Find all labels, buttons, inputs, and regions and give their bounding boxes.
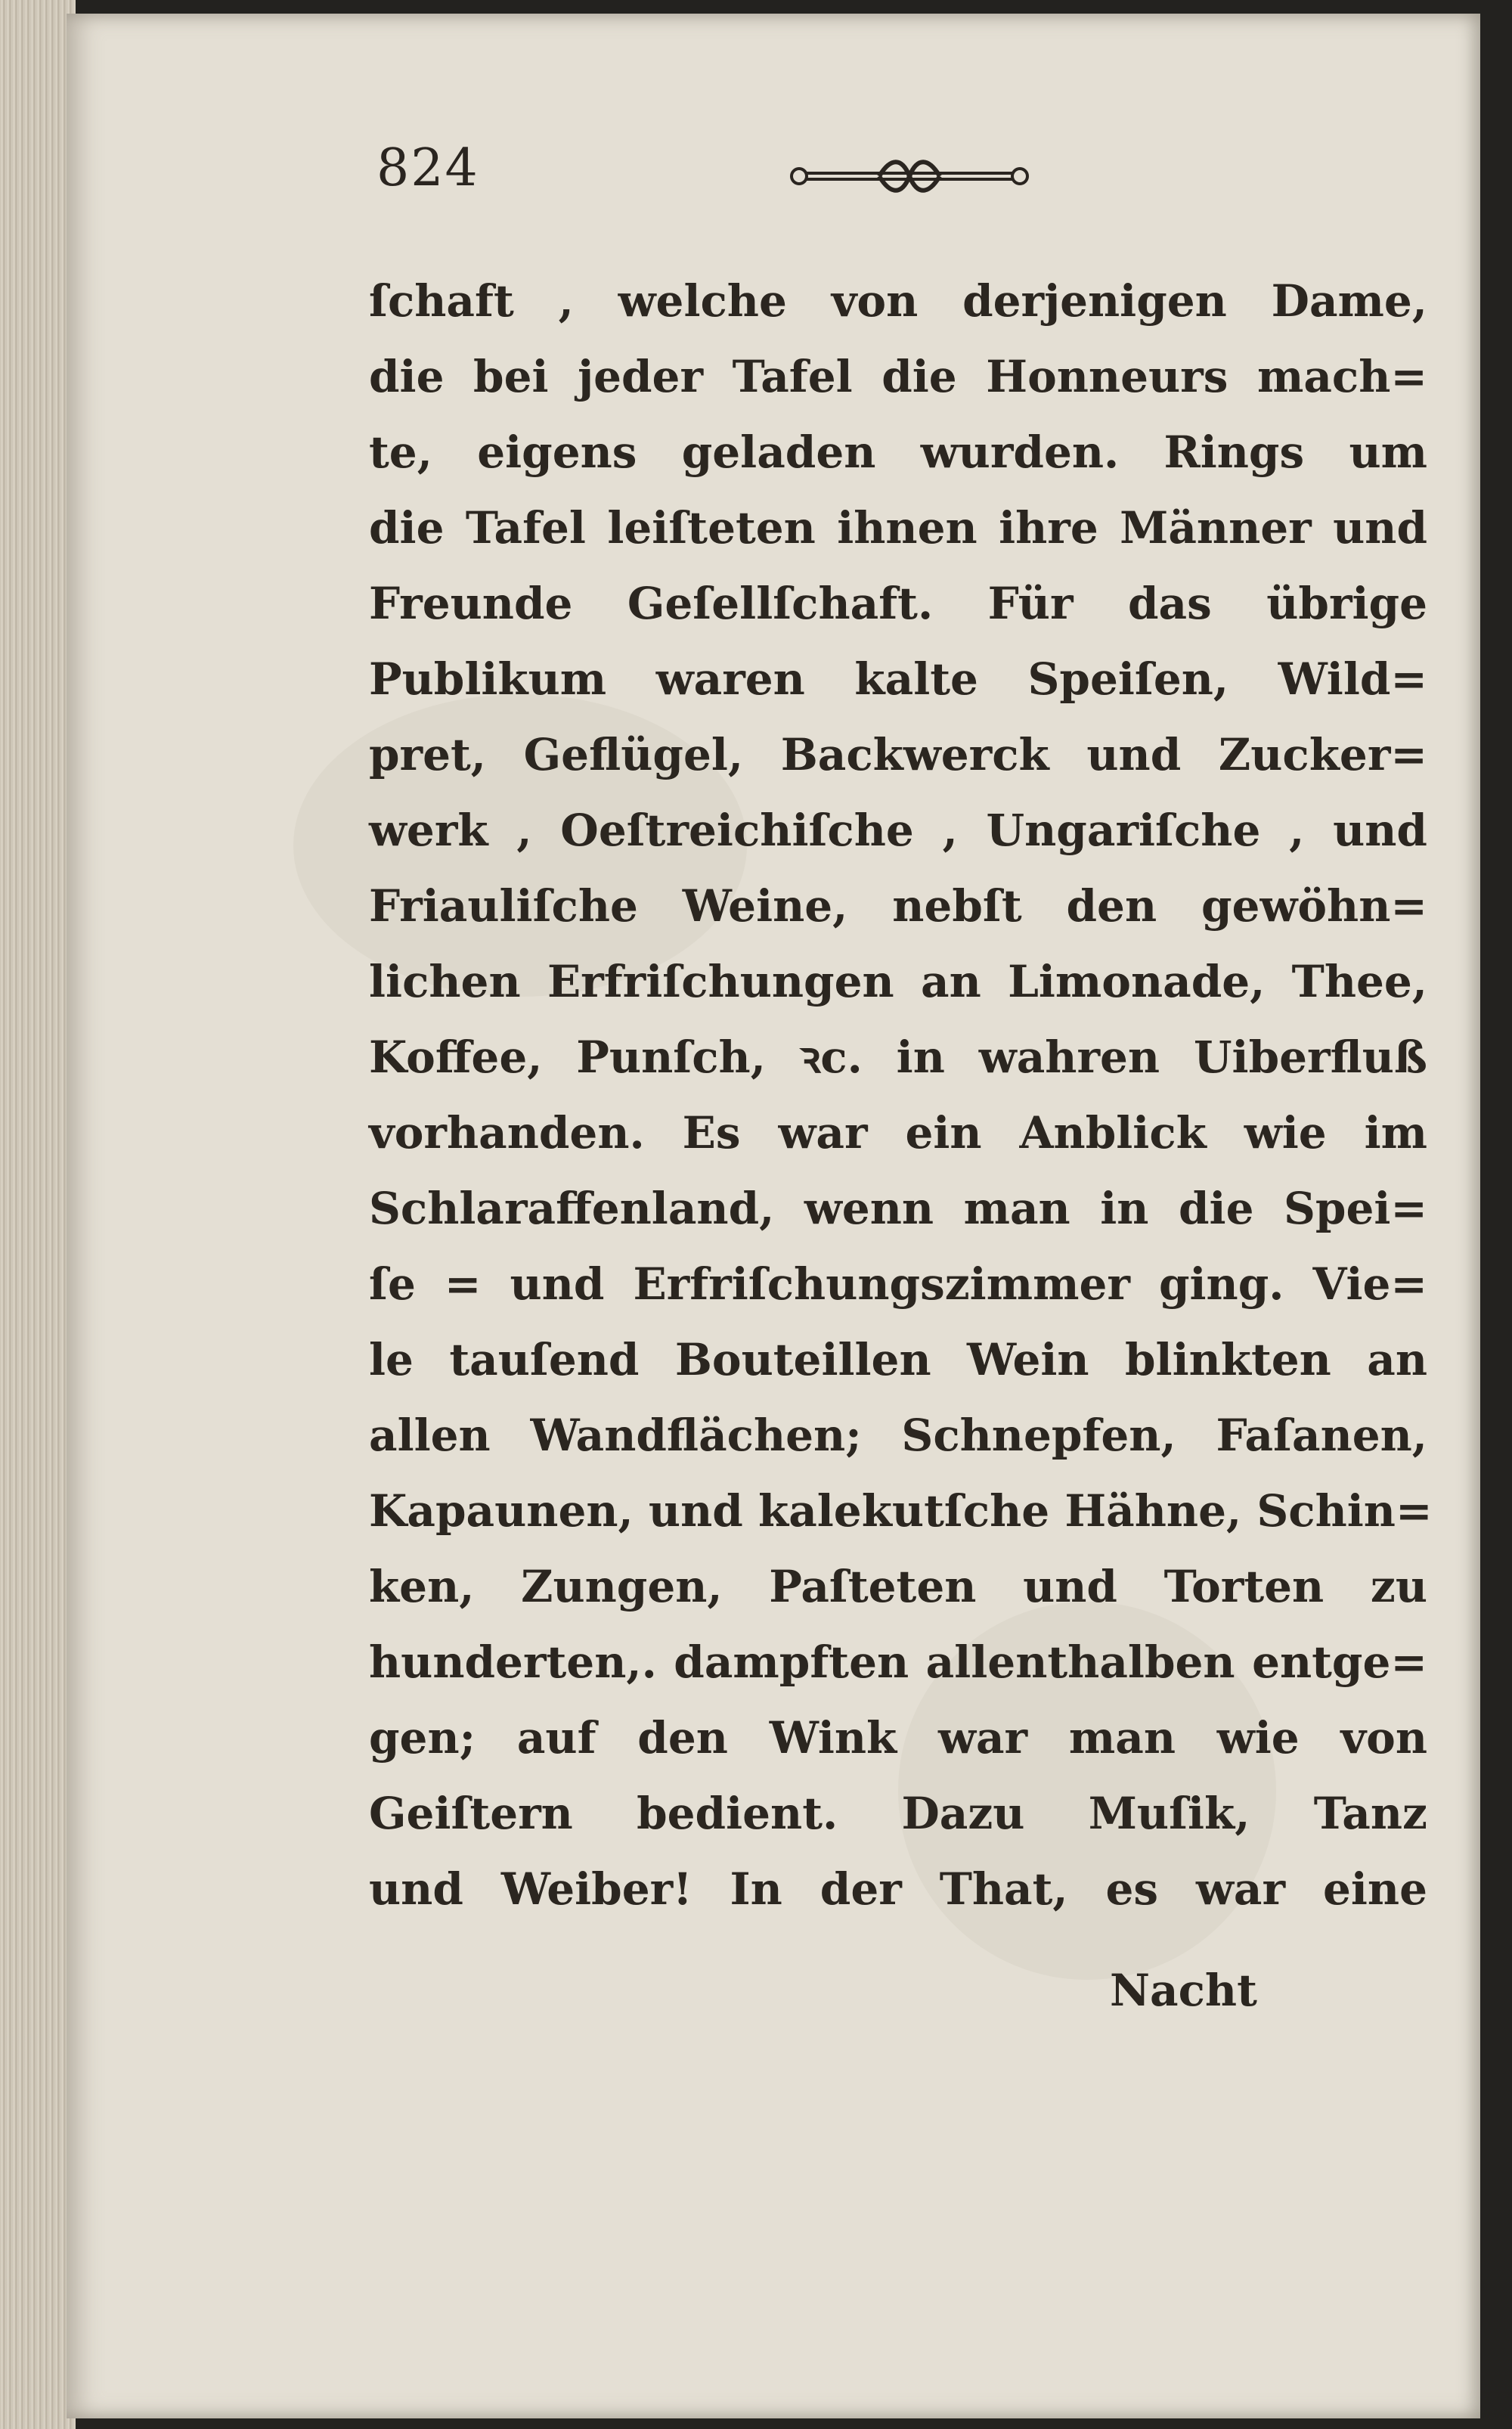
- text-line: hunderten,. dampften allenthalben entge=: [369, 1636, 1427, 1688]
- text-line: ſchaft , welche von derjenigen Dame,: [369, 275, 1427, 327]
- text-line: pret, Geflügel, Backwerck und Zucker=: [369, 729, 1427, 780]
- text-line: werk , Oeſtreichiſche , Ungariſche , und: [369, 805, 1427, 856]
- text-line: te, eigens geladen wurden. Rings um: [369, 427, 1427, 478]
- text-line: die bei jeder Tafel die Honneurs mach=: [369, 351, 1427, 402]
- text-line: Geiſtern bedient. Dazu Muſik, Tanz: [369, 1788, 1427, 1839]
- page-header: [376, 138, 1057, 214]
- text-line: und Weiber! In der That, es war eine: [369, 1863, 1427, 1915]
- text-line: ſe = und Erfriſchungszimmer ging. Vie=: [369, 1258, 1427, 1310]
- page-edges: [0, 0, 76, 2429]
- text-line: gen; auf den Wink war man wie von: [369, 1712, 1427, 1764]
- text-line: Friauliſche Weine, nebſt den gewöhn=: [369, 880, 1427, 932]
- text-line: vorhanden. Es war ein Anblick wie im: [369, 1107, 1427, 1159]
- text-line: Publikum waren kalte Speiſen, Wild=: [369, 653, 1427, 705]
- text-line: allen Wandflächen; Schnepfen, Faſanen,: [369, 1410, 1427, 1461]
- text-line: die Tafel leiſteten ihnen ihre Männer und: [369, 502, 1427, 554]
- text-line: Schlaraffenland, wenn man in die Spei=: [369, 1183, 1427, 1234]
- catchword: Nacht: [1110, 1965, 1257, 2016]
- text-line: Kapaunen, und kalekutſche Hähne, Schin=: [369, 1485, 1433, 1537]
- page-number: 824: [376, 138, 479, 198]
- text-line: lichen Erfriſchungen an Limonade, Thee,: [369, 956, 1427, 1007]
- text-line: Freunde Geſellſchaft. Für das übrige: [369, 578, 1427, 629]
- text-line: Koffee, Punſch, ꝛc. in wahren Uiberfluß: [369, 1031, 1427, 1083]
- ornament-icon: [789, 154, 1030, 199]
- text-line: le tauſend Bouteillen Wein blinkten an: [369, 1334, 1427, 1385]
- book-page: [67, 14, 1480, 2418]
- text-line: ken, Zungen, Paſteten und Torten zu: [369, 1561, 1427, 1612]
